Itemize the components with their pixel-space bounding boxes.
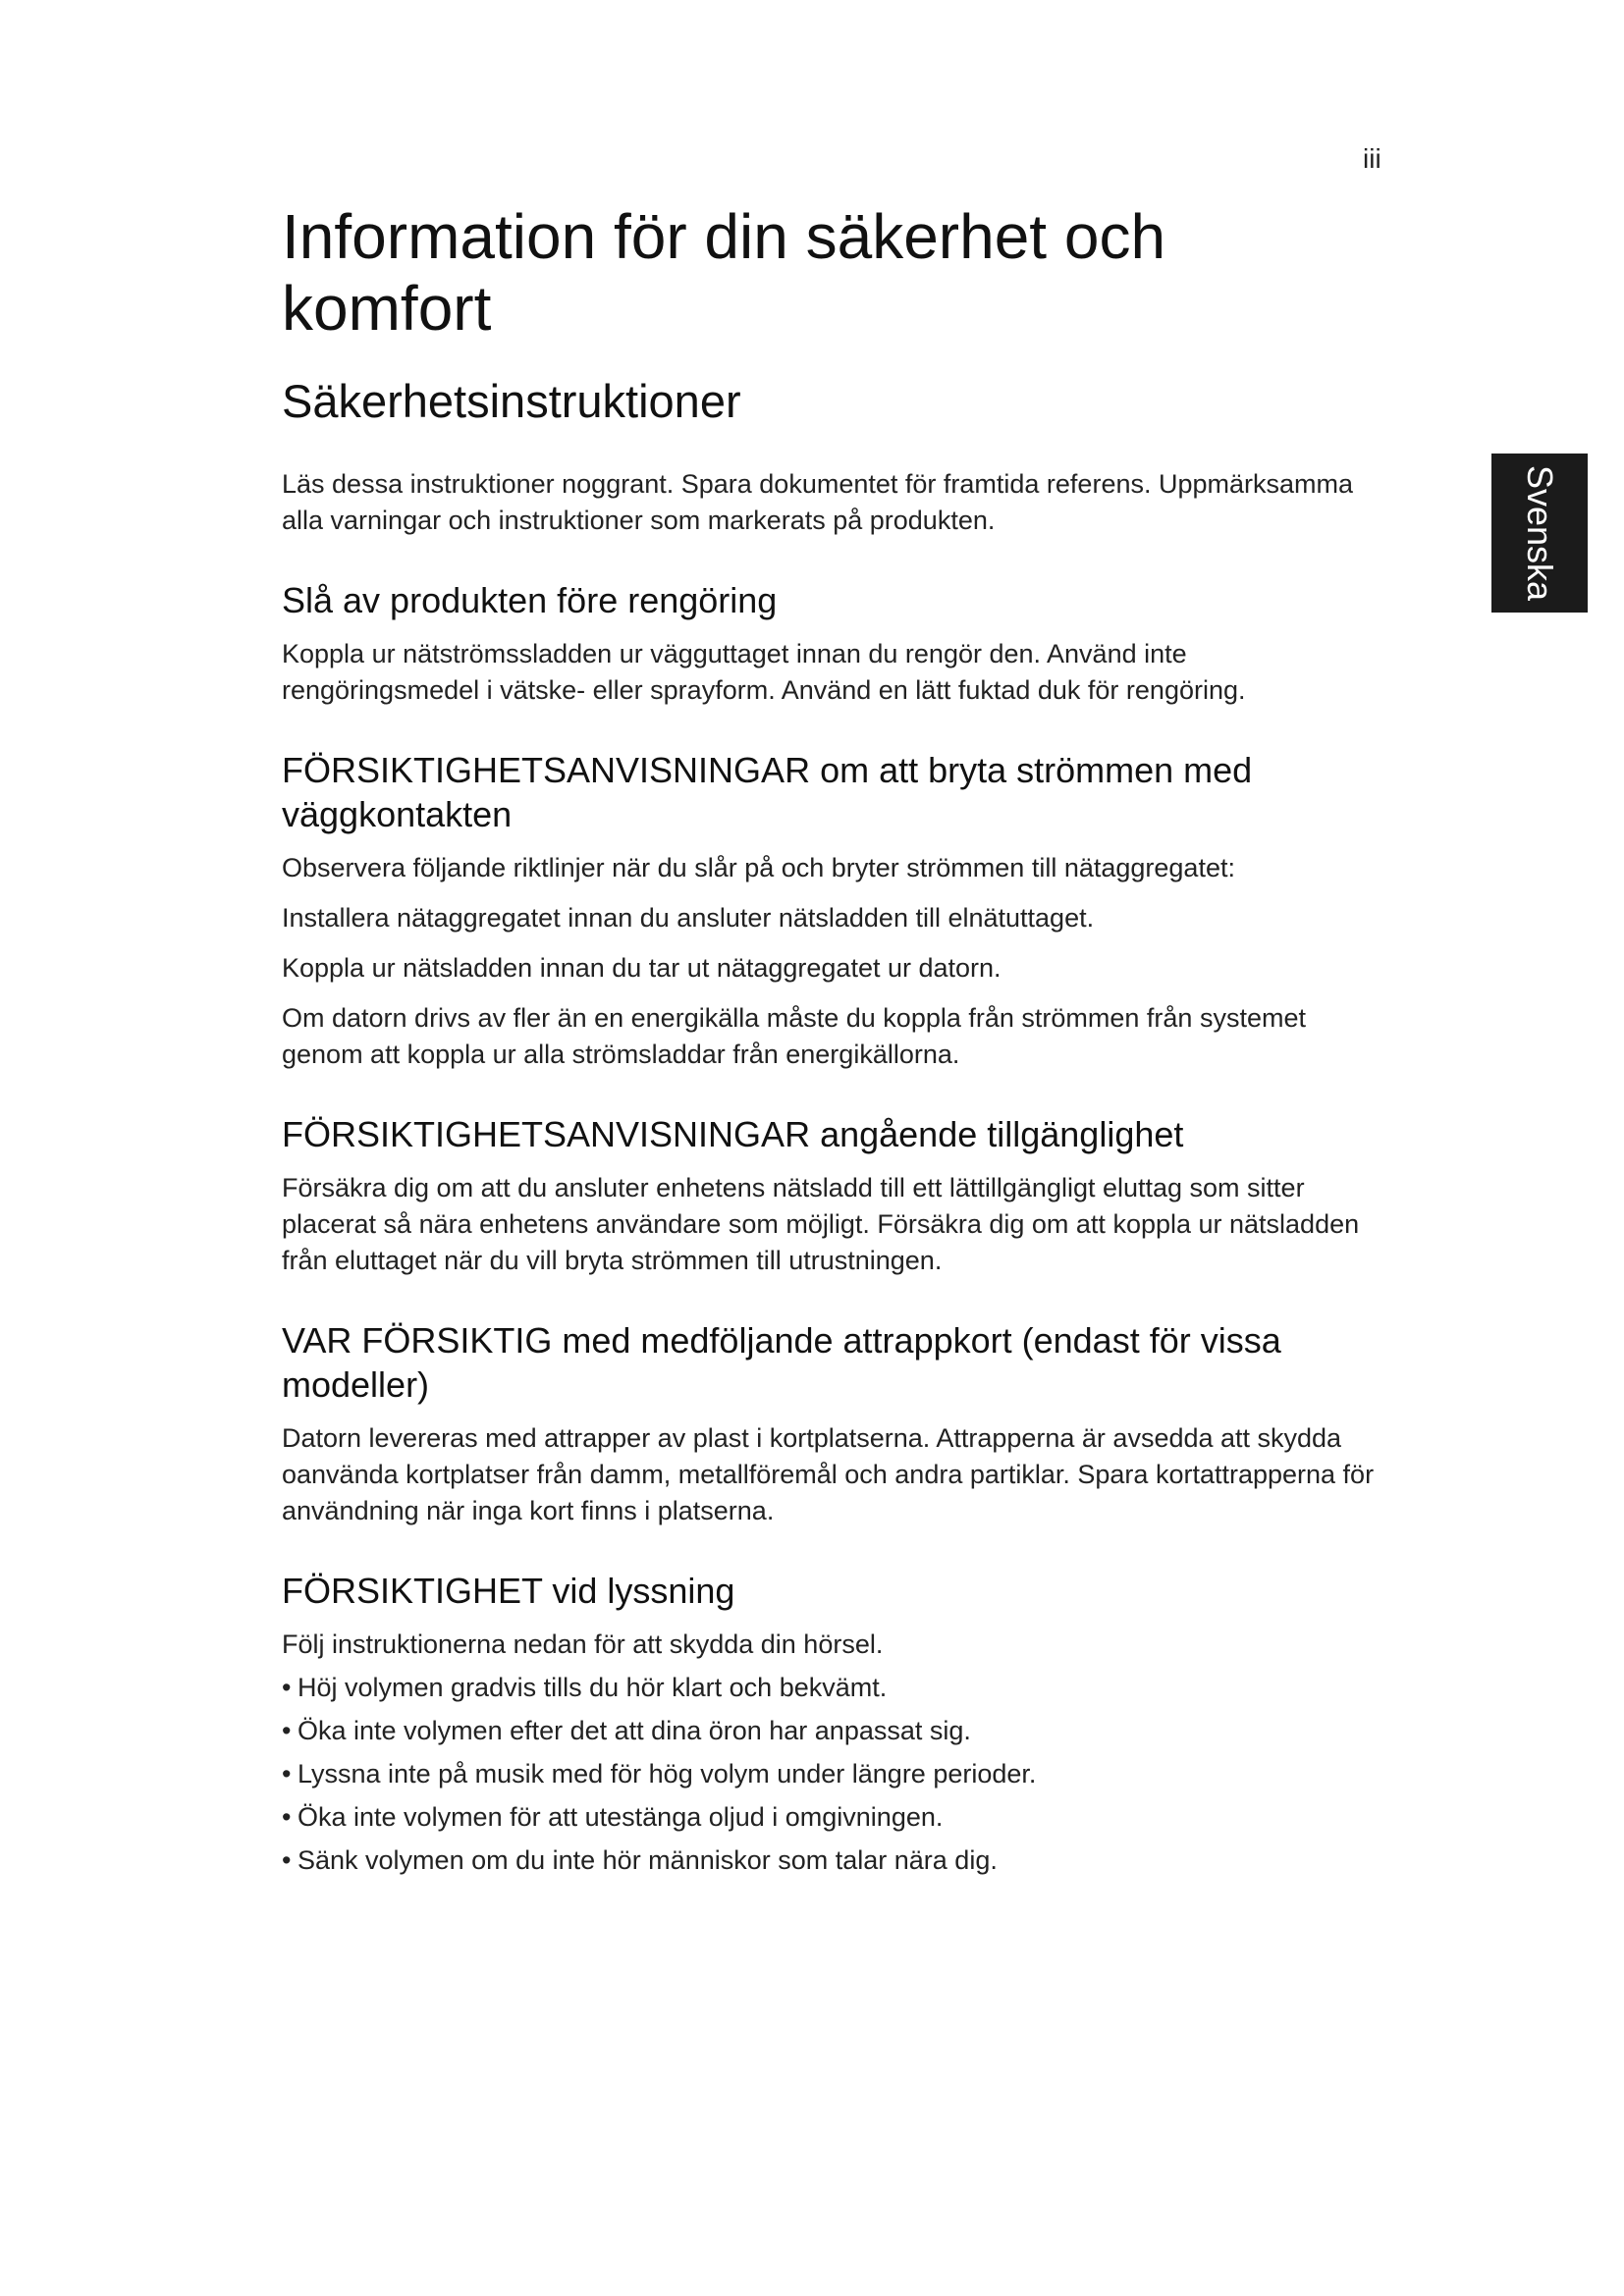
section-body-dummy-cards xyxy=(282,1420,1391,1529)
section-paragraph: Följ instruktionerna nedan för att skydda din hörsel. xyxy=(282,1629,884,1659)
listening-bullet-list xyxy=(282,1670,1391,1879)
section-body-accessibility xyxy=(282,1170,1391,1279)
language-side-tab-label: Svenska xyxy=(1520,464,1560,602)
section-body-listening xyxy=(282,1627,1391,1879)
list-item: • Öka inte volymen för att utestänga oljud i omgivningen. xyxy=(282,1799,1391,1836)
document-content xyxy=(282,201,1391,1879)
section-paragraph: Koppla ur nätsladden innan du tar ut nätaggregatet ur datorn. xyxy=(282,953,1001,983)
bullet-icon: • xyxy=(282,1845,292,1875)
page-title: Information för din säkerhet och komfort xyxy=(282,201,1166,344)
section-heading-wall-outlet: FÖRSIKTIGHETSANVISNINGAR om att bryta strömmen med väggkontakten xyxy=(282,750,1253,834)
list-item: • Lyssna inte på musik med för hög volym under längre perioder. xyxy=(282,1756,1391,1792)
section-body-wall-outlet xyxy=(282,850,1391,1073)
section-paragraph: Om datorn drivs av fler än en energikälla måste du koppla från strömmen från systemet genom att koppla ur alla strömsladdar från energikällorna. xyxy=(282,1003,1306,1069)
section-paragraph: Observera följande riktlinjer när du slår på och bryter strömmen till nätaggregatet: xyxy=(282,853,1235,882)
section-body-cleaning xyxy=(282,636,1391,709)
language-side-tab xyxy=(1491,454,1588,613)
section-heading-dummy-cards: VAR FÖRSIKTIG med medföljande attrappkort (endast för vissa modeller) xyxy=(282,1320,1281,1405)
section-paragraph: Försäkra dig om att du ansluter enhetens nätsladd till ett lättillgängligt eluttag som sitter placerat så nära enhetens användare som möjligt. Försäkra dig om att koppla ur nätsladden från eluttaget när du vill bryta strömmen till utrustningen. xyxy=(282,1173,1360,1275)
section-heading-accessibility: FÖRSIKTIGHETSANVISNINGAR angående tillgänglighet xyxy=(282,1114,1184,1154)
list-item: • Öka inte volymen efter det att dina öron har anpassat sig. xyxy=(282,1713,1391,1749)
bullet-icon: • xyxy=(282,1716,292,1745)
section-heading-listening: FÖRSIKTIGHET vid lyssning xyxy=(282,1571,735,1611)
section-paragraph: Datorn levereras med attrapper av plast i kortplatserna. Attrapperna är avsedda att skydda oanvända kortplatser från damm, metallföremål och andra partiklar. Spara kortattrapperna för användning när inga kort finns i platserna. xyxy=(282,1423,1375,1525)
intro-paragraph: Läs dessa instruktioner noggrant. Spara dokumentet för framtida referens. Uppmärksamma alla varningar och instruktioner som markerats på produkten. xyxy=(282,469,1354,535)
section-paragraph: Koppla ur nätströmssladden ur vägguttaget innan du rengör den. Använd inte rengöringsmedel i vätske- eller sprayform. Använd en lätt fuktad duk för rengöring. xyxy=(282,639,1246,705)
bullet-icon: • xyxy=(282,1802,292,1832)
bullet-icon: • xyxy=(282,1759,292,1789)
section-heading-cleaning: Slå av produkten före rengöring xyxy=(282,580,778,620)
bullet-icon: • xyxy=(282,1673,292,1702)
list-item: • Sänk volymen om du inte hör människor som talar nära dig. xyxy=(282,1842,1391,1879)
list-item: • Höj volymen gradvis tills du hör klart och bekvämt. xyxy=(282,1670,1391,1706)
page-subtitle: Säkerhetsinstruktioner xyxy=(282,375,741,427)
section-paragraph: Installera nätaggregatet innan du ansluter nätsladden till elnätuttaget. xyxy=(282,903,1095,933)
page-number: iii xyxy=(1363,143,1381,174)
